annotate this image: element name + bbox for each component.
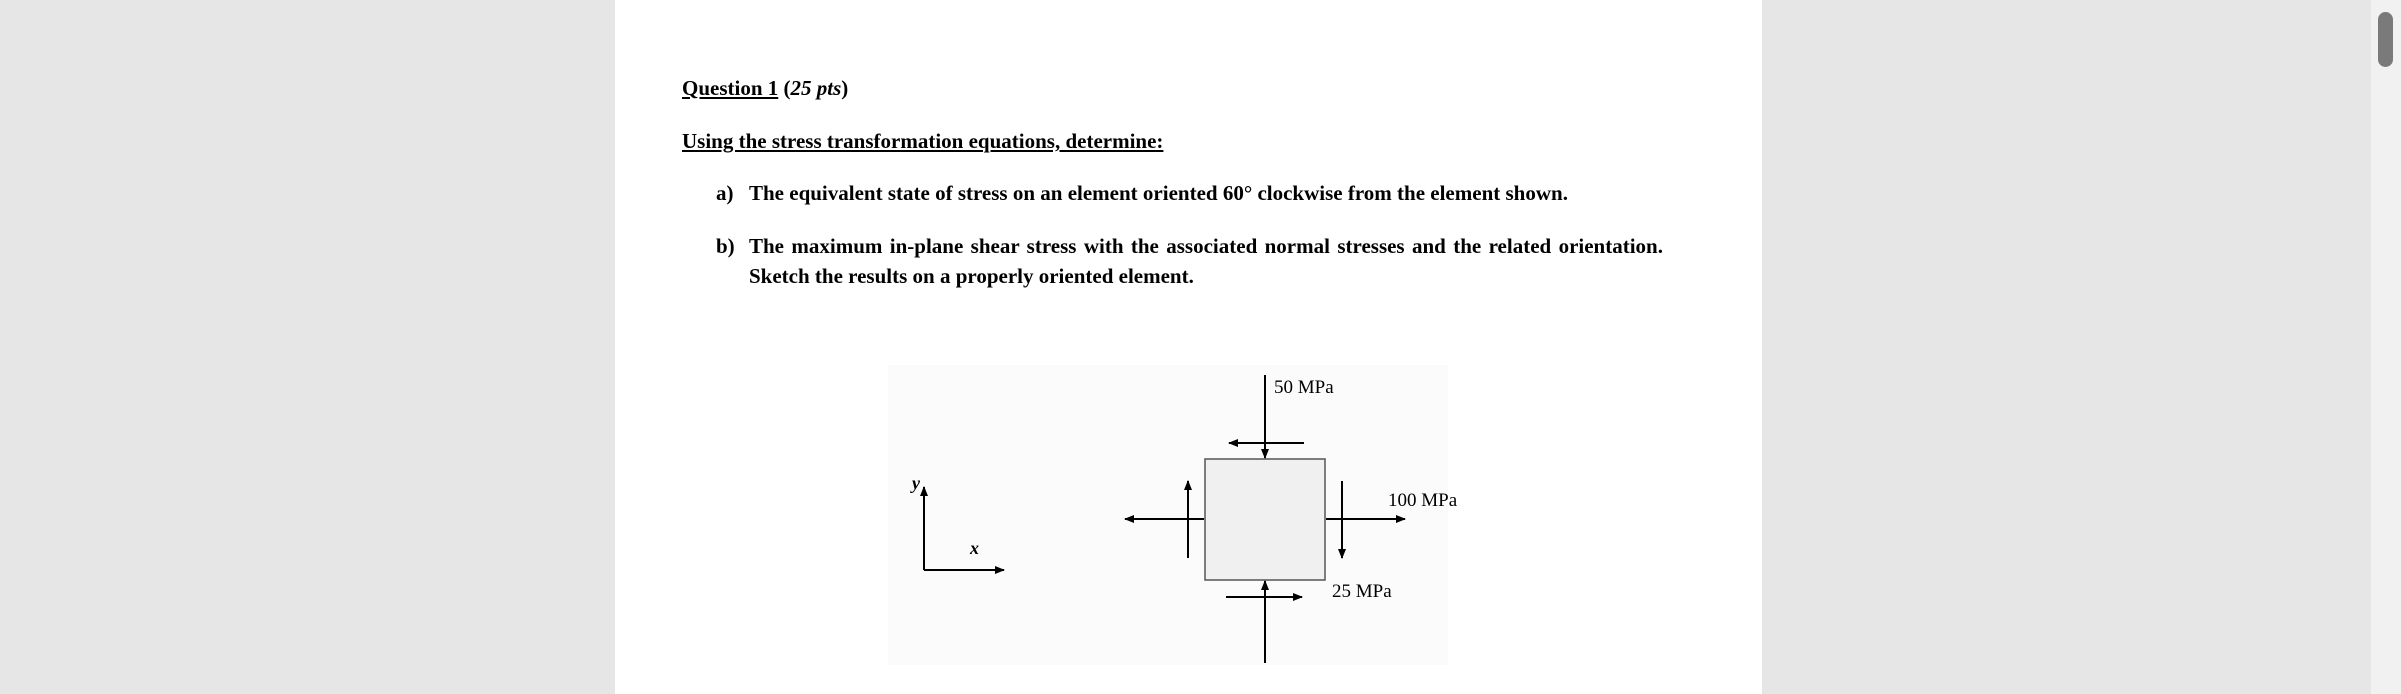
question-title xyxy=(682,76,848,101)
question-label: Question 1 xyxy=(682,76,779,100)
points-close: ) xyxy=(841,76,849,100)
label-50-mpa: 50 MPa xyxy=(1274,377,1334,398)
part-a-text: The equivalent state of stress on an element oriented 60° clockwise from the element shown. xyxy=(749,181,1568,205)
instruction-heading: Using the stress transformation equations, determine: xyxy=(682,129,1164,153)
scrollbar-thumb[interactable] xyxy=(2378,12,2393,67)
y-axis-label: y xyxy=(912,473,920,493)
vertical-scrollbar[interactable] xyxy=(2371,0,2401,694)
x-axis-label: x xyxy=(970,538,979,558)
label-100-mpa: 100 MPa xyxy=(1388,490,1458,511)
points-open: ( xyxy=(783,76,791,100)
part-b-label: b) xyxy=(716,234,735,258)
part-a-label: a) xyxy=(716,181,734,205)
part-b-text: The maximum in-plane shear stress with the associated normal stresses and the related orientation. Sketch the results on a properly oriented element. xyxy=(749,234,1663,288)
label-25-mpa: 25 MPa xyxy=(1332,581,1392,602)
question-points: 25 pts xyxy=(790,76,842,100)
coordinate-axes xyxy=(924,487,1004,570)
stress-element xyxy=(1205,459,1325,580)
stress-element-figure xyxy=(888,365,1458,665)
document-page xyxy=(615,0,1762,694)
